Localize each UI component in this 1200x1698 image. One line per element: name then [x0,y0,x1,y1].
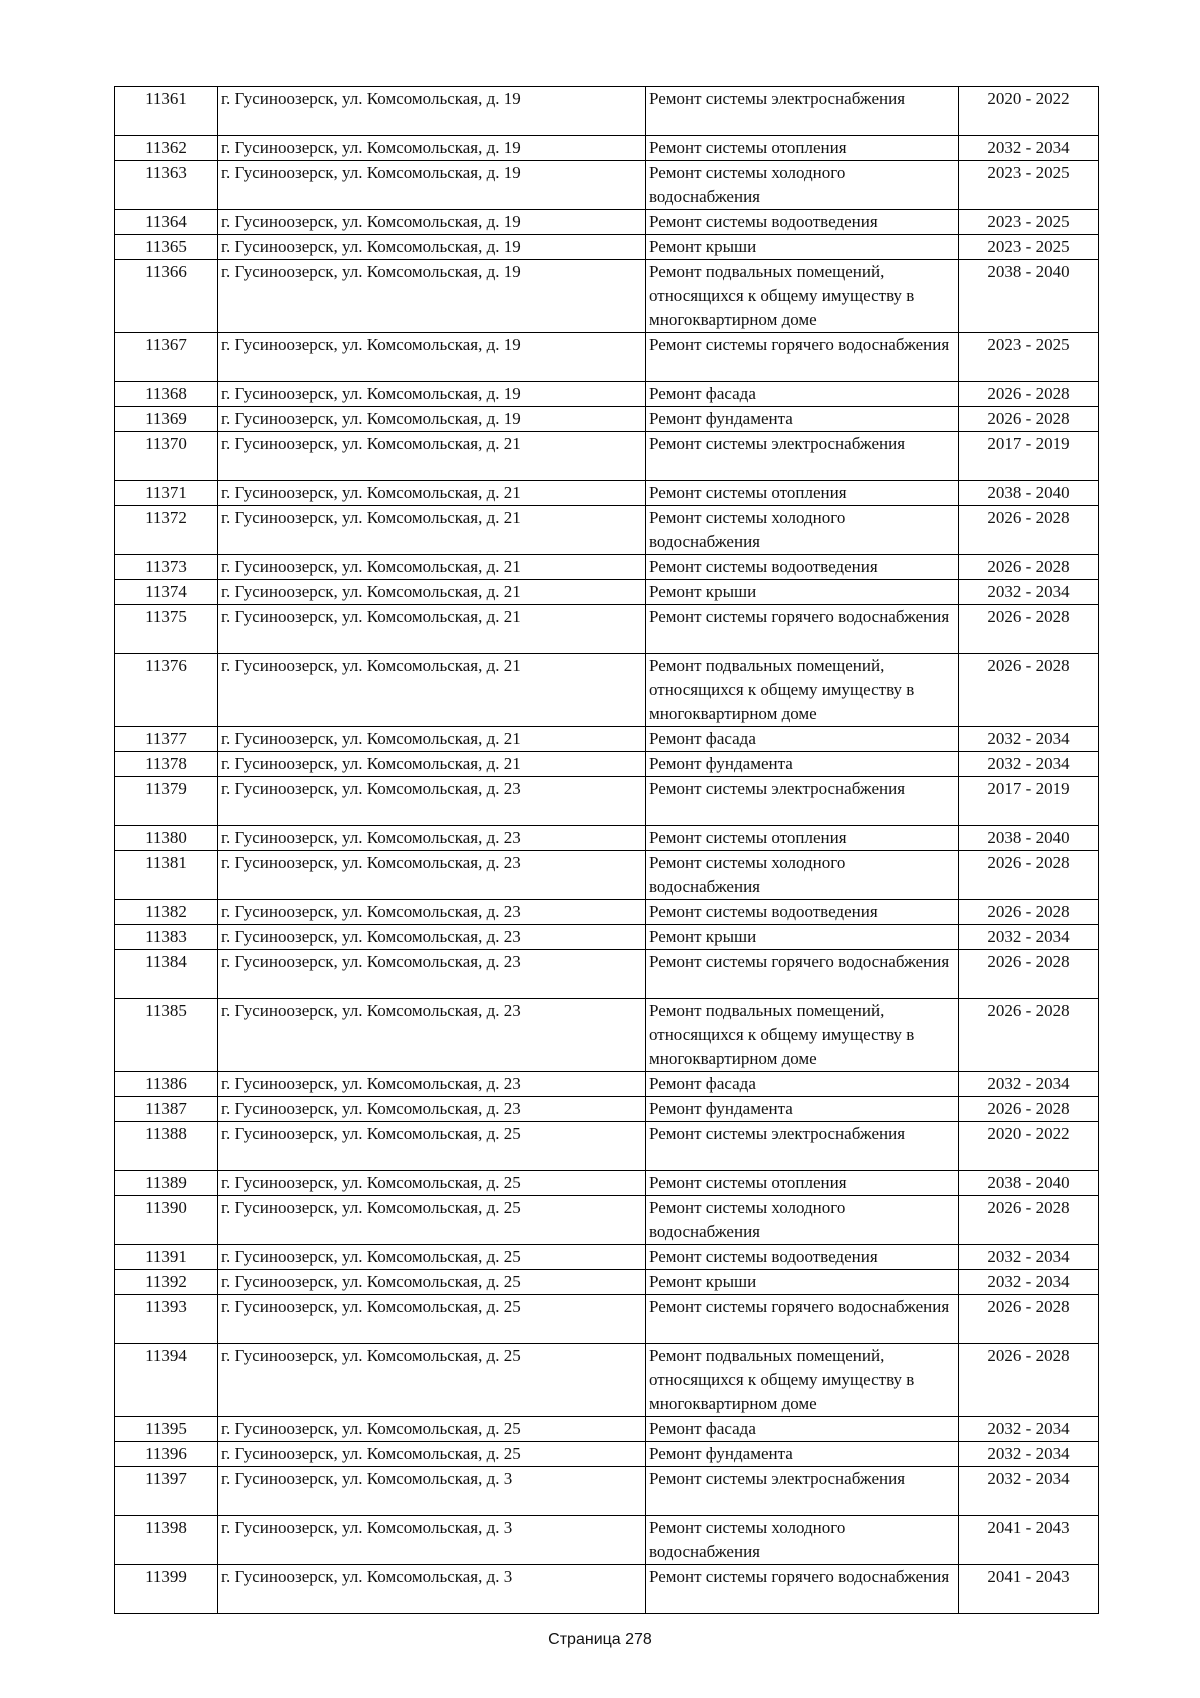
table-row [115,1072,1099,1097]
address-cell: г. Гусиноозерск, ул. Комсомольская, д. 21 [218,727,646,752]
table-row [115,555,1099,580]
work-type-cell: Ремонт системы горячего водоснабжения [646,1295,959,1344]
work-type-cell: Ремонт фасада [646,727,959,752]
table-row [115,1122,1099,1171]
period-cell: 2038 - 2040 [959,260,1099,333]
work-type-cell: Ремонт системы горячего водоснабжения [646,605,959,654]
row-number: 11375 [115,605,218,654]
row-number: 11390 [115,1196,218,1245]
address-cell: г. Гусиноозерск, ул. Комсомольская, д. 23 [218,777,646,826]
table-row [115,1196,1099,1245]
period-cell: 2032 - 2034 [959,925,1099,950]
table-row [115,87,1099,136]
period-cell: 2032 - 2034 [959,727,1099,752]
work-type-cell: Ремонт системы холодного водоснабжения [646,1516,959,1565]
table-row [115,727,1099,752]
address-cell: г. Гусиноозерск, ул. Комсомольская, д. 21 [218,432,646,481]
work-type-cell: Ремонт системы горячего водоснабжения [646,1565,959,1614]
row-number: 11363 [115,161,218,210]
address-cell: г. Гусиноозерск, ул. Комсомольская, д. 23 [218,925,646,950]
address-cell: г. Гусиноозерск, ул. Комсомольская, д. 25 [218,1442,646,1467]
row-number: 11387 [115,1097,218,1122]
period-cell: 2032 - 2034 [959,1442,1099,1467]
table-row [115,752,1099,777]
table-row [115,851,1099,900]
table-row [115,1417,1099,1442]
period-cell: 2026 - 2028 [959,950,1099,999]
address-cell: г. Гусиноозерск, ул. Комсомольская, д. 21 [218,752,646,777]
period-cell: 2041 - 2043 [959,1565,1099,1614]
address-cell: г. Гусиноозерск, ул. Комсомольская, д. 19 [218,333,646,382]
address-cell: г. Гусиноозерск, ул. Комсомольская, д. 25 [218,1171,646,1196]
row-number: 11362 [115,136,218,161]
period-cell: 2026 - 2028 [959,999,1099,1072]
work-type-cell: Ремонт системы электроснабжения [646,777,959,826]
address-cell: г. Гусиноозерск, ул. Комсомольская, д. 23 [218,999,646,1072]
period-cell: 2032 - 2034 [959,1417,1099,1442]
row-number: 11395 [115,1417,218,1442]
period-cell: 2023 - 2025 [959,210,1099,235]
address-cell: г. Гусиноозерск, ул. Комсомольская, д. 19 [218,210,646,235]
period-cell: 2023 - 2025 [959,235,1099,260]
row-number: 11384 [115,950,218,999]
address-cell: г. Гусиноозерск, ул. Комсомольская, д. 23 [218,1097,646,1122]
address-cell: г. Гусиноозерск, ул. Комсомольская, д. 21 [218,605,646,654]
address-cell: г. Гусиноозерск, ул. Комсомольская, д. 19 [218,407,646,432]
period-cell: 2038 - 2040 [959,481,1099,506]
row-number: 11381 [115,851,218,900]
period-cell: 2026 - 2028 [959,1097,1099,1122]
table-row [115,407,1099,432]
work-type-cell: Ремонт системы отопления [646,136,959,161]
row-number: 11379 [115,777,218,826]
work-type-cell: Ремонт системы водоотведения [646,900,959,925]
table-row [115,161,1099,210]
work-type-cell: Ремонт крыши [646,1270,959,1295]
table-row [115,235,1099,260]
row-number: 11368 [115,382,218,407]
address-cell: г. Гусиноозерск, ул. Комсомольская, д. 25 [218,1270,646,1295]
period-cell: 2026 - 2028 [959,605,1099,654]
table-row [115,1097,1099,1122]
period-cell: 2038 - 2040 [959,826,1099,851]
table-row [115,654,1099,727]
row-number: 11364 [115,210,218,235]
work-type-cell: Ремонт системы водоотведения [646,1245,959,1270]
period-cell: 2032 - 2034 [959,1245,1099,1270]
row-number: 11373 [115,555,218,580]
period-cell: 2026 - 2028 [959,555,1099,580]
address-cell: г. Гусиноозерск, ул. Комсомольская, д. 19 [218,235,646,260]
work-type-cell: Ремонт системы отопления [646,481,959,506]
row-number: 11394 [115,1344,218,1417]
row-number: 11374 [115,580,218,605]
page-number: Страница 278 [548,1631,652,1648]
table-row [115,382,1099,407]
row-number: 11380 [115,826,218,851]
address-cell: г. Гусиноозерск, ул. Комсомольская, д. 23 [218,900,646,925]
row-number: 11389 [115,1171,218,1196]
address-cell: г. Гусиноозерск, ул. Комсомольская, д. 21 [218,580,646,605]
period-cell: 2032 - 2034 [959,1072,1099,1097]
table-row [115,999,1099,1072]
work-type-cell: Ремонт системы электроснабжения [646,87,959,136]
work-type-cell: Ремонт системы электроснабжения [646,432,959,481]
period-cell: 2017 - 2019 [959,432,1099,481]
address-cell: г. Гусиноозерск, ул. Комсомольская, д. 3 [218,1516,646,1565]
period-cell: 2026 - 2028 [959,654,1099,727]
work-type-cell: Ремонт подвальных помещений, относящихся к общему имуществу в многоквартирном доме [646,1344,959,1417]
period-cell: 2038 - 2040 [959,1171,1099,1196]
period-cell: 2032 - 2034 [959,752,1099,777]
row-number: 11398 [115,1516,218,1565]
work-type-cell: Ремонт системы водоотведения [646,555,959,580]
row-number: 11369 [115,407,218,432]
period-cell: 2026 - 2028 [959,506,1099,555]
table-body [115,87,1099,1614]
address-cell: г. Гусиноозерск, ул. Комсомольская, д. 19 [218,136,646,161]
work-type-cell: Ремонт крыши [646,925,959,950]
table-row [115,605,1099,654]
address-cell: г. Гусиноозерск, ул. Комсомольская, д. 23 [218,826,646,851]
work-type-cell: Ремонт фасада [646,1417,959,1442]
work-type-cell: Ремонт фундамента [646,407,959,432]
table-row [115,925,1099,950]
table-row [115,136,1099,161]
row-number: 11386 [115,1072,218,1097]
row-number: 11376 [115,654,218,727]
table-row [115,1245,1099,1270]
address-cell: г. Гусиноозерск, ул. Комсомольская, д. 19 [218,87,646,136]
row-number: 11372 [115,506,218,555]
table-row [115,1270,1099,1295]
period-cell: 2026 - 2028 [959,1196,1099,1245]
address-cell: г. Гусиноозерск, ул. Комсомольская, д. 21 [218,654,646,727]
work-type-cell: Ремонт фундамента [646,1097,959,1122]
table-row [115,1565,1099,1614]
repair-schedule-table [114,86,1099,1614]
work-type-cell: Ремонт крыши [646,235,959,260]
work-type-cell: Ремонт системы отопления [646,1171,959,1196]
work-type-cell: Ремонт системы горячего водоснабжения [646,333,959,382]
row-number: 11378 [115,752,218,777]
address-cell: г. Гусиноозерск, ул. Комсомольская, д. 21 [218,506,646,555]
address-cell: г. Гусиноозерск, ул. Комсомольская, д. 25 [218,1245,646,1270]
table-row [115,333,1099,382]
table-row [115,506,1099,555]
row-number: 11382 [115,900,218,925]
table-row [115,950,1099,999]
period-cell: 2032 - 2034 [959,580,1099,605]
address-cell: г. Гусиноозерск, ул. Комсомольская, д. 23 [218,1072,646,1097]
table-row [115,1467,1099,1516]
table-row [115,826,1099,851]
row-number: 11399 [115,1565,218,1614]
period-cell: 2020 - 2022 [959,1122,1099,1171]
address-cell: г. Гусиноозерск, ул. Комсомольская, д. 23 [218,950,646,999]
table-row [115,481,1099,506]
table-row [115,432,1099,481]
row-number: 11377 [115,727,218,752]
address-cell: г. Гусиноозерск, ул. Комсомольская, д. 25 [218,1122,646,1171]
period-cell: 2026 - 2028 [959,407,1099,432]
address-cell: г. Гусиноозерск, ул. Комсомольская, д. 19 [218,161,646,210]
row-number: 11385 [115,999,218,1072]
row-number: 11366 [115,260,218,333]
table-row [115,1295,1099,1344]
address-cell: г. Гусиноозерск, ул. Комсомольская, д. 25 [218,1344,646,1417]
row-number: 11361 [115,87,218,136]
period-cell: 2017 - 2019 [959,777,1099,826]
work-type-cell: Ремонт подвальных помещений, относящихся к общему имуществу в многоквартирном доме [646,260,959,333]
period-cell: 2032 - 2034 [959,136,1099,161]
work-type-cell: Ремонт системы водоотведения [646,210,959,235]
row-number: 11367 [115,333,218,382]
table-row [115,1516,1099,1565]
period-cell: 2026 - 2028 [959,1344,1099,1417]
row-number: 11397 [115,1467,218,1516]
table-row [115,260,1099,333]
address-cell: г. Гусиноозерск, ул. Комсомольская, д. 3 [218,1565,646,1614]
period-cell: 2026 - 2028 [959,1295,1099,1344]
row-number: 11365 [115,235,218,260]
address-cell: г. Гусиноозерск, ул. Комсомольская, д. 19 [218,382,646,407]
period-cell: 2023 - 2025 [959,161,1099,210]
table-row [115,1442,1099,1467]
row-number: 11393 [115,1295,218,1344]
table-row [115,900,1099,925]
table-row [115,1171,1099,1196]
table-row [115,210,1099,235]
period-cell: 2023 - 2025 [959,333,1099,382]
work-type-cell: Ремонт подвальных помещений, относящихся к общему имуществу в многоквартирном доме [646,999,959,1072]
row-number: 11391 [115,1245,218,1270]
work-type-cell: Ремонт системы электроснабжения [646,1122,959,1171]
row-number: 11396 [115,1442,218,1467]
work-type-cell: Ремонт системы горячего водоснабжения [646,950,959,999]
table-row [115,777,1099,826]
period-cell: 2026 - 2028 [959,900,1099,925]
address-cell: г. Гусиноозерск, ул. Комсомольская, д. 25 [218,1196,646,1245]
work-type-cell: Ремонт системы отопления [646,826,959,851]
row-number: 11370 [115,432,218,481]
table-row [115,1344,1099,1417]
period-cell: 2020 - 2022 [959,87,1099,136]
work-type-cell: Ремонт системы холодного водоснабжения [646,506,959,555]
period-cell: 2032 - 2034 [959,1270,1099,1295]
row-number: 11371 [115,481,218,506]
row-number: 11383 [115,925,218,950]
work-type-cell: Ремонт системы холодного водоснабжения [646,851,959,900]
row-number: 11392 [115,1270,218,1295]
work-type-cell: Ремонт системы электроснабжения [646,1467,959,1516]
period-cell: 2026 - 2028 [959,851,1099,900]
address-cell: г. Гусиноозерск, ул. Комсомольская, д. 25 [218,1295,646,1344]
work-type-cell: Ремонт системы холодного водоснабжения [646,1196,959,1245]
address-cell: г. Гусиноозерск, ул. Комсомольская, д. 21 [218,481,646,506]
work-type-cell: Ремонт системы холодного водоснабжения [646,161,959,210]
address-cell: г. Гусиноозерск, ул. Комсомольская, д. 25 [218,1417,646,1442]
period-cell: 2041 - 2043 [959,1516,1099,1565]
work-type-cell: Ремонт фундамента [646,1442,959,1467]
work-type-cell: Ремонт фасада [646,1072,959,1097]
work-type-cell: Ремонт подвальных помещений, относящихся к общему имуществу в многоквартирном доме [646,654,959,727]
row-number: 11388 [115,1122,218,1171]
table-row [115,580,1099,605]
address-cell: г. Гусиноозерск, ул. Комсомольская, д. 3 [218,1467,646,1516]
address-cell: г. Гусиноозерск, ул. Комсомольская, д. 21 [218,555,646,580]
work-type-cell: Ремонт фасада [646,382,959,407]
work-type-cell: Ремонт фундамента [646,752,959,777]
address-cell: г. Гусиноозерск, ул. Комсомольская, д. 23 [218,851,646,900]
period-cell: 2026 - 2028 [959,382,1099,407]
work-type-cell: Ремонт крыши [646,580,959,605]
address-cell: г. Гусиноозерск, ул. Комсомольская, д. 19 [218,260,646,333]
period-cell: 2032 - 2034 [959,1467,1099,1516]
